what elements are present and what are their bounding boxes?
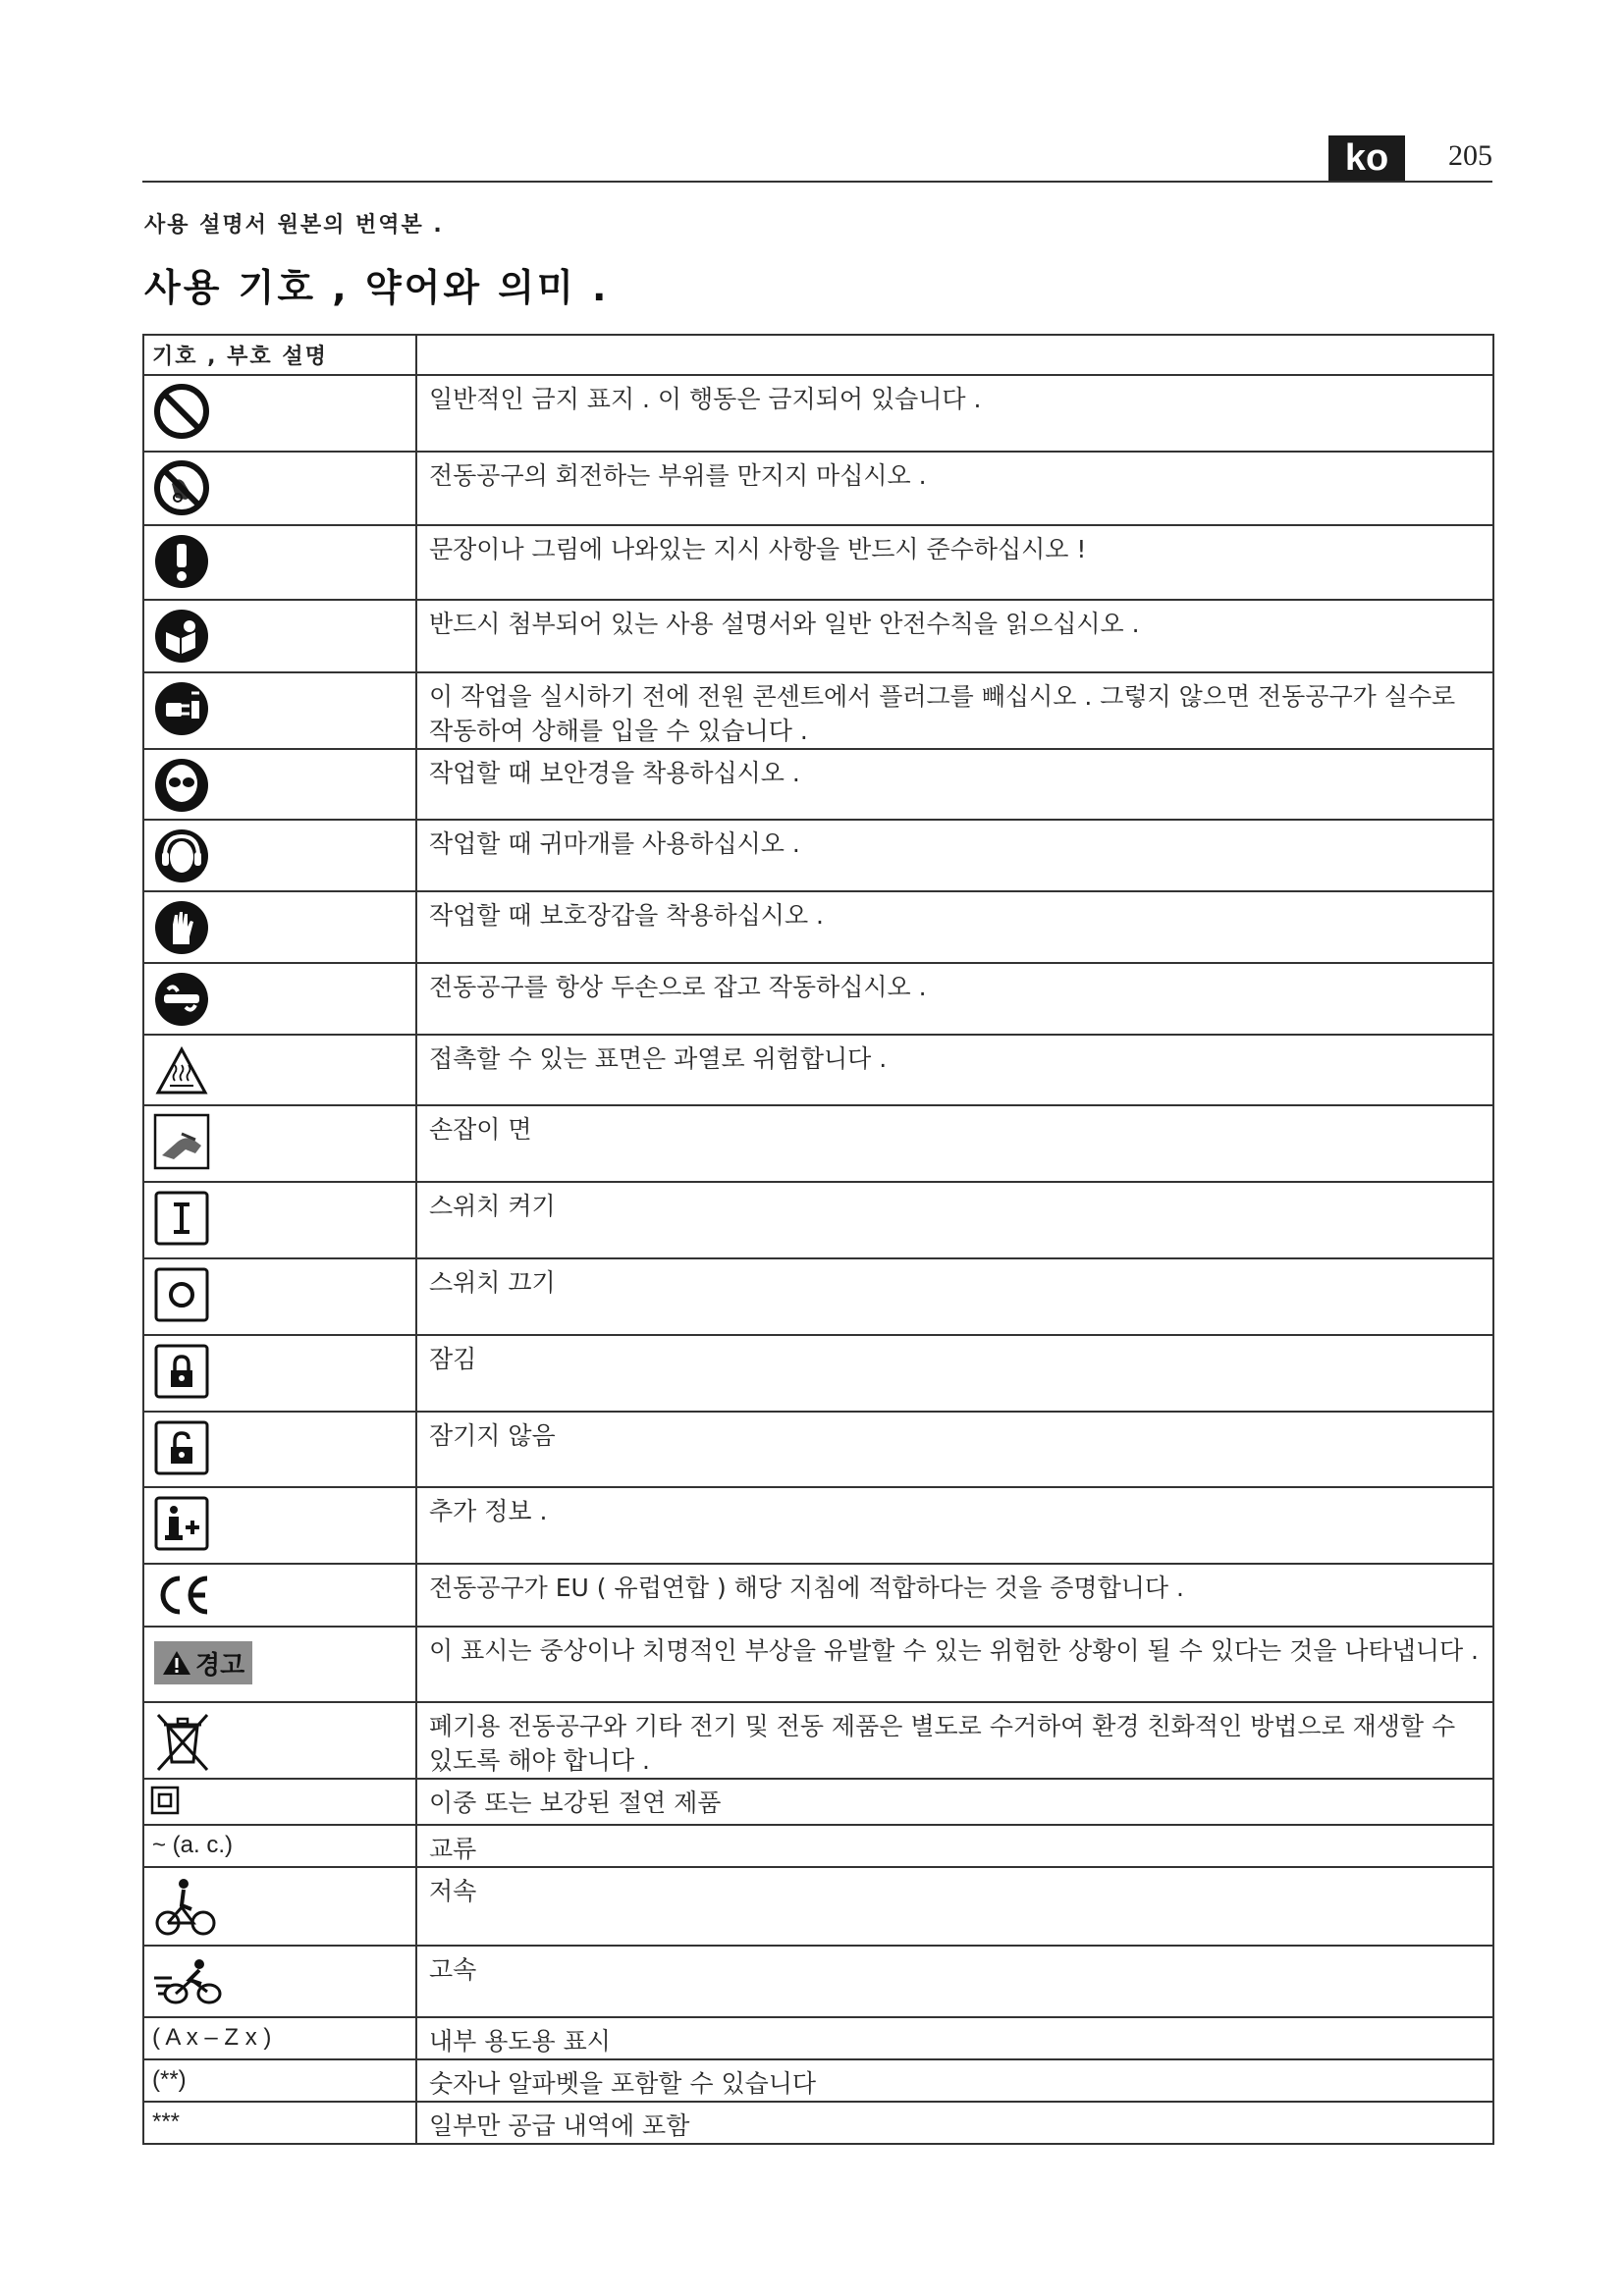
symbol-cell: [143, 1412, 416, 1487]
header-symbol-column: 기호 , 부호 설명: [143, 335, 416, 375]
table-row: [143, 1412, 1493, 1487]
description-cell: 숫자나 알파벳을 포함할 수 있습니다: [416, 2059, 1493, 2102]
description-cell: 문장이나 그림에 나와있는 지시 사항을 반드시 준수하십시오 !: [416, 525, 1493, 600]
unplug-icon: [152, 679, 415, 742]
symbol-cell: [143, 1825, 416, 1867]
gloves-icon: [152, 898, 415, 961]
symbol-cell: [143, 375, 416, 452]
symbol-cell: [143, 1564, 416, 1627]
no-touch-rotating-parts-icon: [152, 458, 415, 521]
table-row: [143, 672, 1493, 749]
symbol-text: ( A x – Z x ): [152, 2024, 272, 2051]
table-row: [143, 1258, 1493, 1335]
table-row: [143, 891, 1493, 963]
symbol-cell: [143, 963, 416, 1035]
document-subtitle: 사용 설명서 원본의 번역본 .: [144, 213, 444, 238]
warning-label-icon: [154, 1641, 252, 1684]
lock-icon: [152, 1342, 415, 1405]
prohibition-icon: [152, 382, 415, 445]
description-cell: 이 작업을 실시하기 전에 전원 콘센트에서 플러그를 빼십시오 . 그렇지 않으면 전동공구가 실수로 작동하여 상해를 입을 수 있습니다 .: [416, 672, 1493, 749]
table-row: [143, 749, 1493, 820]
symbol-cell: [143, 1702, 416, 1779]
exclamation-icon: [152, 532, 415, 595]
table-row: [143, 1627, 1493, 1702]
description-cell: 교류: [416, 1825, 1493, 1867]
symbol-cell: [143, 1487, 416, 1564]
table-row: [143, 1335, 1493, 1412]
description-cell: 잠기지 않음: [416, 1412, 1493, 1487]
symbol-cell: [143, 672, 416, 749]
symbol-cell: [143, 1867, 416, 1946]
description-cell: 추가 정보 .: [416, 1487, 1493, 1564]
symbol-cell: [143, 1946, 416, 2017]
table-row: [143, 525, 1493, 600]
low-speed-icon: [152, 1874, 415, 1945]
description-cell: 전동공구를 항상 두손으로 잡고 작동하십시오 .: [416, 963, 1493, 1035]
table-header-row: [143, 335, 1493, 375]
symbol-cell: [143, 452, 416, 525]
table-row: [143, 452, 1493, 525]
symbol-text: ***: [152, 2109, 181, 2135]
description-cell: 작업할 때 보안경을 착용하십시오 .: [416, 749, 1493, 820]
symbol-cell: [143, 1105, 416, 1182]
symbol-cell: [143, 1335, 416, 1412]
read-manual-icon: [152, 607, 415, 669]
table-row: [143, 963, 1493, 1035]
hot-surface-icon: [152, 1041, 415, 1104]
description-cell: 폐기용 전동공구와 기타 전기 및 전동 제품은 별도로 수거하여 환경 친화적인 방법으로 재생할 수 있도록 해야 합니다 .: [416, 1702, 1493, 1779]
table-row: [143, 2017, 1493, 2059]
page-number: 205: [1448, 139, 1492, 172]
symbol-cell: [143, 820, 416, 891]
header-description-column: [416, 335, 1493, 375]
description-cell: 접촉할 수 있는 표면은 과열로 위험합니다 .: [416, 1035, 1493, 1105]
description-cell: 전동공구의 회전하는 부위를 만지지 마십시오 .: [416, 452, 1493, 525]
table-row: [143, 1182, 1493, 1258]
symbol-cell: [143, 2102, 416, 2144]
description-cell: 내부 용도용 표시: [416, 2017, 1493, 2059]
symbol-cell: [143, 1779, 416, 1825]
description-cell: 저속: [416, 1867, 1493, 1946]
symbol-text: ~ (a. c.): [152, 1832, 234, 1858]
page-header: [142, 135, 1492, 183]
info-plus-icon: [152, 1494, 415, 1557]
description-cell: 반드시 첨부되어 있는 사용 설명서와 일반 안전수칙을 읽으십시오 .: [416, 600, 1493, 672]
switch-on-icon: [152, 1189, 415, 1252]
table-row: [143, 1779, 1493, 1825]
warning-label-text: 경고: [195, 1650, 245, 1681]
description-cell: 손잡이 면: [416, 1105, 1493, 1182]
table-row: [143, 1105, 1493, 1182]
switch-off-icon: [152, 1265, 415, 1328]
symbol-cell: [143, 1182, 416, 1258]
table-row: [143, 820, 1493, 891]
symbol-cell: [143, 525, 416, 600]
symbol-cell: [143, 1627, 416, 1702]
description-cell: 스위치 끄기: [416, 1258, 1493, 1335]
description-cell: 전동공구가 EU ( 유럽연합 ) 해당 지침에 적합하다는 것을 증명합니다 .: [416, 1564, 1493, 1627]
description-cell: 고속: [416, 1946, 1493, 2017]
safety-goggles-icon: [152, 756, 415, 819]
description-cell: 잠김: [416, 1335, 1493, 1412]
description-cell: 이 표시는 중상이나 치명적인 부상을 유발할 수 있는 위험한 상황이 될 수 있다는 것을 나타냅니다 .: [416, 1627, 1493, 1702]
table-row: [143, 2059, 1493, 2102]
table-row: [143, 600, 1493, 672]
symbol-cell: [143, 2059, 416, 2102]
table-row: [143, 1487, 1493, 1564]
unlock-icon: [152, 1418, 415, 1481]
high-speed-icon: [152, 1952, 415, 2015]
table-row: [143, 1702, 1493, 1779]
table-row: [143, 375, 1493, 452]
table-row: [143, 2102, 1493, 2144]
description-cell: 일부만 공급 내역에 포함: [416, 2102, 1493, 2144]
table-row: [143, 1946, 1493, 2017]
symbol-cell: [143, 600, 416, 672]
symbols-table: [142, 334, 1494, 2145]
description-cell: 작업할 때 보호장갑을 착용하십시오 .: [416, 891, 1493, 963]
two-hands-icon: [152, 970, 415, 1033]
symbol-cell: [143, 2017, 416, 2059]
ear-protection-icon: [152, 827, 415, 889]
symbol-text: (**): [152, 2066, 187, 2093]
description-cell: 스위치 켜기: [416, 1182, 1493, 1258]
description-cell: 이중 또는 보강된 절연 제품: [416, 1779, 1493, 1825]
symbol-cell: [143, 891, 416, 963]
page-title: 사용 기호 , 약어와 의미 .: [144, 266, 610, 309]
weee-bin-icon: [152, 1709, 415, 1778]
table-row: [143, 1867, 1493, 1946]
description-cell: 작업할 때 귀마개를 사용하십시오 .: [416, 820, 1493, 891]
symbol-cell: [143, 1035, 416, 1105]
double-insulation-icon: [150, 1786, 415, 1819]
language-badge: ko: [1328, 135, 1405, 181]
table-row: [143, 1035, 1493, 1105]
table-row: [143, 1564, 1493, 1627]
symbol-cell: [143, 749, 416, 820]
table-row: [143, 1825, 1493, 1867]
description-cell: 일반적인 금지 표지 . 이 행동은 금지되어 있습니다 .: [416, 375, 1493, 452]
ce-mark-icon: [152, 1571, 415, 1624]
grip-surface-icon: [152, 1112, 415, 1175]
symbol-cell: [143, 1258, 416, 1335]
